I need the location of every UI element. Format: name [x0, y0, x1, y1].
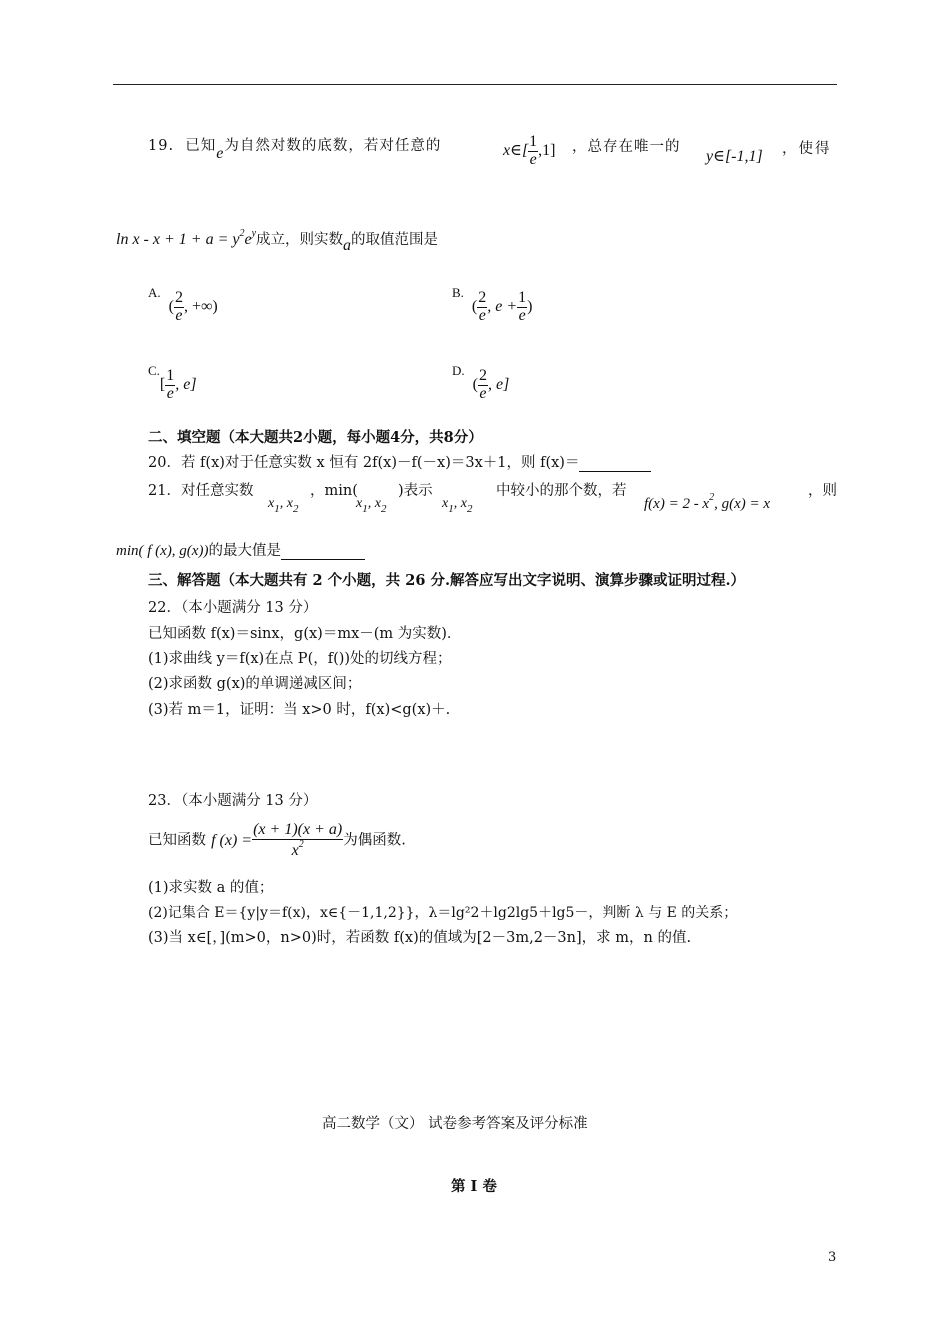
q23-title: 23．（本小题满分 13 分）	[148, 793, 318, 809]
q22-title: 22．（本小题满分 13 分）	[148, 600, 318, 616]
q20-answer-blank	[579, 456, 651, 472]
q19-equation: $\ln x - x + 1 + a = y^2e^y$	[116, 228, 257, 248]
q19-line2: $\ln x - x + 1 + a = y^2e^y$成立，则实数a的取值范围是	[116, 228, 439, 254]
q19-y-interval: y∈[-1,1]	[706, 148, 763, 165]
q21-line1: 21．对任意实数	[148, 483, 254, 499]
q19-option-d: $^{D.}$ ( $\frac{2}{e}$ , e]	[452, 363, 510, 402]
q21-represents: )表示	[398, 483, 433, 499]
option-a-fraction: $\frac{2}{e}$	[174, 289, 183, 324]
q19-option-b: $^{B.}$ ( $\frac{2}{e}$ , e + $\frac{1}{e}$ )	[452, 285, 533, 324]
q21-answer-blank	[281, 540, 365, 560]
q21-line2: min( f (x), g(x))的最大值是	[116, 540, 365, 560]
q20: 20．若 f(x)对于任意实数 x 恒有 2f(x)－f(－x)＝3x＋1，则 f(x)＝	[148, 456, 651, 472]
q21-tail: 中较小的那个数，若	[496, 483, 627, 499]
q19-number: 19.	[148, 138, 175, 154]
page-number: 3	[828, 1250, 837, 1265]
option-c-fraction: $\frac{1}{e}$	[166, 367, 175, 402]
q19-option-c: $^{C.}$[ $\frac{1}{e}$ , e]	[148, 363, 197, 402]
q19-line1-end: ，使得	[782, 141, 832, 157]
option-d-fraction: $\frac{2}{e}$	[478, 367, 487, 402]
q23-line4: (3)当 x∈[，](m>0，n>0)时，若函数 f(x)的值域为[2－3m,2－3n]，求 m，n 的值.	[148, 930, 692, 946]
option-b-fraction-2: $\frac{1}{e}$	[518, 289, 527, 324]
q21-functions: $f(x) = 2 - x^2$, g(x) = x	[644, 492, 771, 512]
q21-then: ，则	[808, 483, 837, 499]
section-2-heading: 二、填空题（本大题共2小题，每小题4分，共8分）	[148, 429, 483, 446]
q21-x1x2-a: $x_1$, $x_2$	[268, 496, 299, 515]
q19-fraction: $\frac{1}{e}$	[529, 133, 538, 168]
q22-line1: 已知函数 f(x)＝sinx，g(x)＝mx－(m 为实数)．	[148, 626, 462, 642]
q22-line4: (3)若 m＝1，证明：当 x>0 时，f(x)<g(x)＋.	[148, 702, 451, 718]
q21-min: ，min(	[310, 483, 358, 499]
q23-line3: (2)记集合 E＝{y|y＝f(x)，x∈{－1,1,2}}，λ＝lg²2＋lg2lg5＋lg5－，判断 λ 与 E 的关系；	[148, 905, 738, 921]
q22-line3: (2)求函数 g(x)的单调递减区间；	[148, 676, 362, 692]
q23-line2: (1)求实数 a 的值；	[148, 880, 274, 896]
header-rule	[113, 84, 837, 85]
q23-fraction: $\frac{(x + 1)(x + a)}{x^2}$	[253, 821, 343, 859]
answer-key-title: 高二数学（文） 试卷参考答案及评分标准	[322, 1116, 588, 1132]
q19-line1: 19. 已知e为自然对数的底数，若对任意的	[148, 138, 442, 162]
q23-line1: 已知函数 f (x) = $\frac{(x + 1)(x + a)}{x^2}$ 为偶函数.	[148, 821, 406, 859]
section-3-heading: 三、解答题（本大题共有 2 个小题，共 26 分.解答应写出文字说明、演算步骤或证明过程.）	[148, 572, 746, 589]
q21-x1x2-c: $x_1$, $x_2$	[442, 496, 473, 515]
q19-line1-tail: ，总存在唯一的	[572, 139, 681, 155]
q22-line2: (1)求曲线 y＝f(x)在点 P(，f())处的切线方程；	[148, 651, 452, 667]
volume-heading: 第 I 卷	[451, 1178, 497, 1195]
option-b-fraction: $\frac{2}{e}$	[478, 289, 487, 324]
q21-x1x2-b: $x_1$, $x_2$	[356, 496, 387, 515]
q19-option-a: $^{A.}$ ( $\frac{2}{e}$ , +∞)	[148, 285, 218, 324]
q19-x-interval: x∈[ $\frac{1}{e}$ ,1]	[503, 133, 556, 168]
